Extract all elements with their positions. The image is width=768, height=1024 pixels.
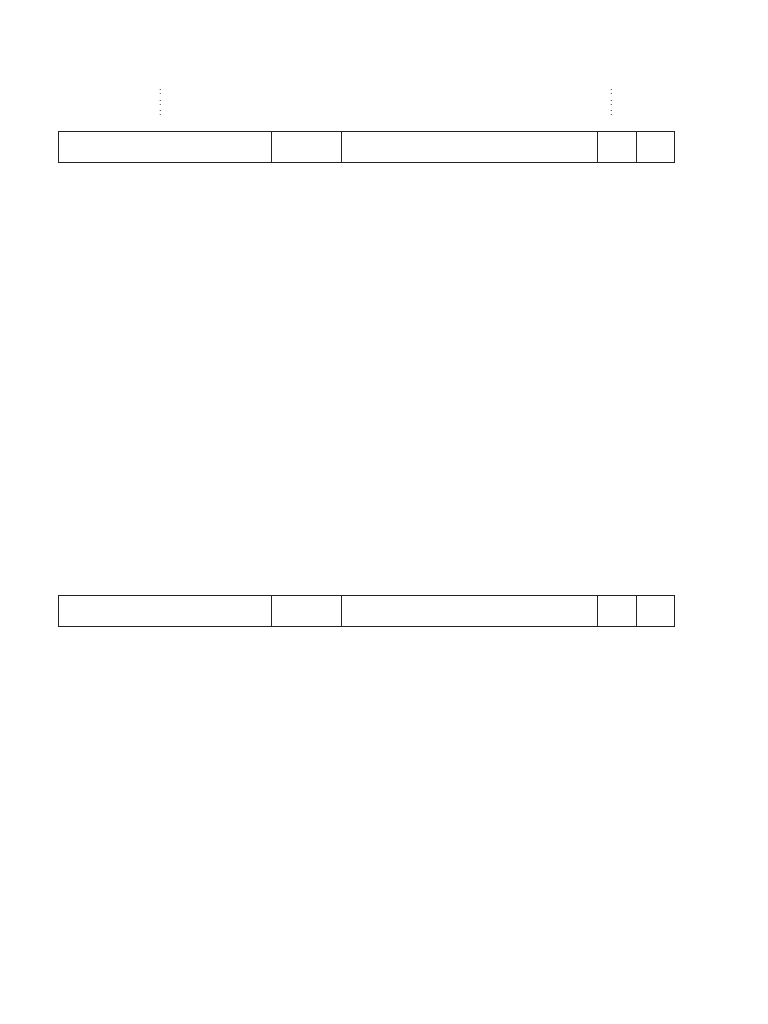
meta-left: [59, 86, 165, 118]
table-header-row: [59, 132, 675, 163]
header-materi: [272, 132, 342, 163]
kisi-table-2: [58, 595, 675, 627]
meta-key: [512, 107, 610, 118]
header-kompetensi-dasar: [59, 596, 272, 627]
header-ranah: [598, 596, 637, 627]
header-materi: [272, 596, 342, 627]
kisi-table-1: [58, 131, 675, 163]
header-kompetensi-dasar: [59, 132, 272, 163]
meta-key: [59, 86, 159, 97]
header-nomor: [637, 596, 675, 627]
meta-row-alokasi-waktu: :: [512, 86, 617, 97]
meta-row-jumlah-soal: :: [512, 107, 617, 118]
meta-row-bentuk-soal: :: [512, 97, 617, 108]
meta-key: [59, 97, 159, 108]
header-indikator: [342, 596, 598, 627]
meta-row-jenis-sekolah: :: [59, 86, 165, 97]
meta-key: [512, 86, 610, 97]
meta-right: [512, 86, 617, 118]
meta-row-mata-pelajaran: :: [59, 97, 165, 108]
header-ranah: [598, 132, 637, 163]
header-nomor: [637, 132, 675, 163]
header-indikator: [342, 132, 598, 163]
meta-key: [59, 107, 159, 118]
meta-key: [512, 97, 610, 108]
meta-row-kurikulum: :: [59, 107, 165, 118]
table-header-row: [59, 596, 675, 627]
